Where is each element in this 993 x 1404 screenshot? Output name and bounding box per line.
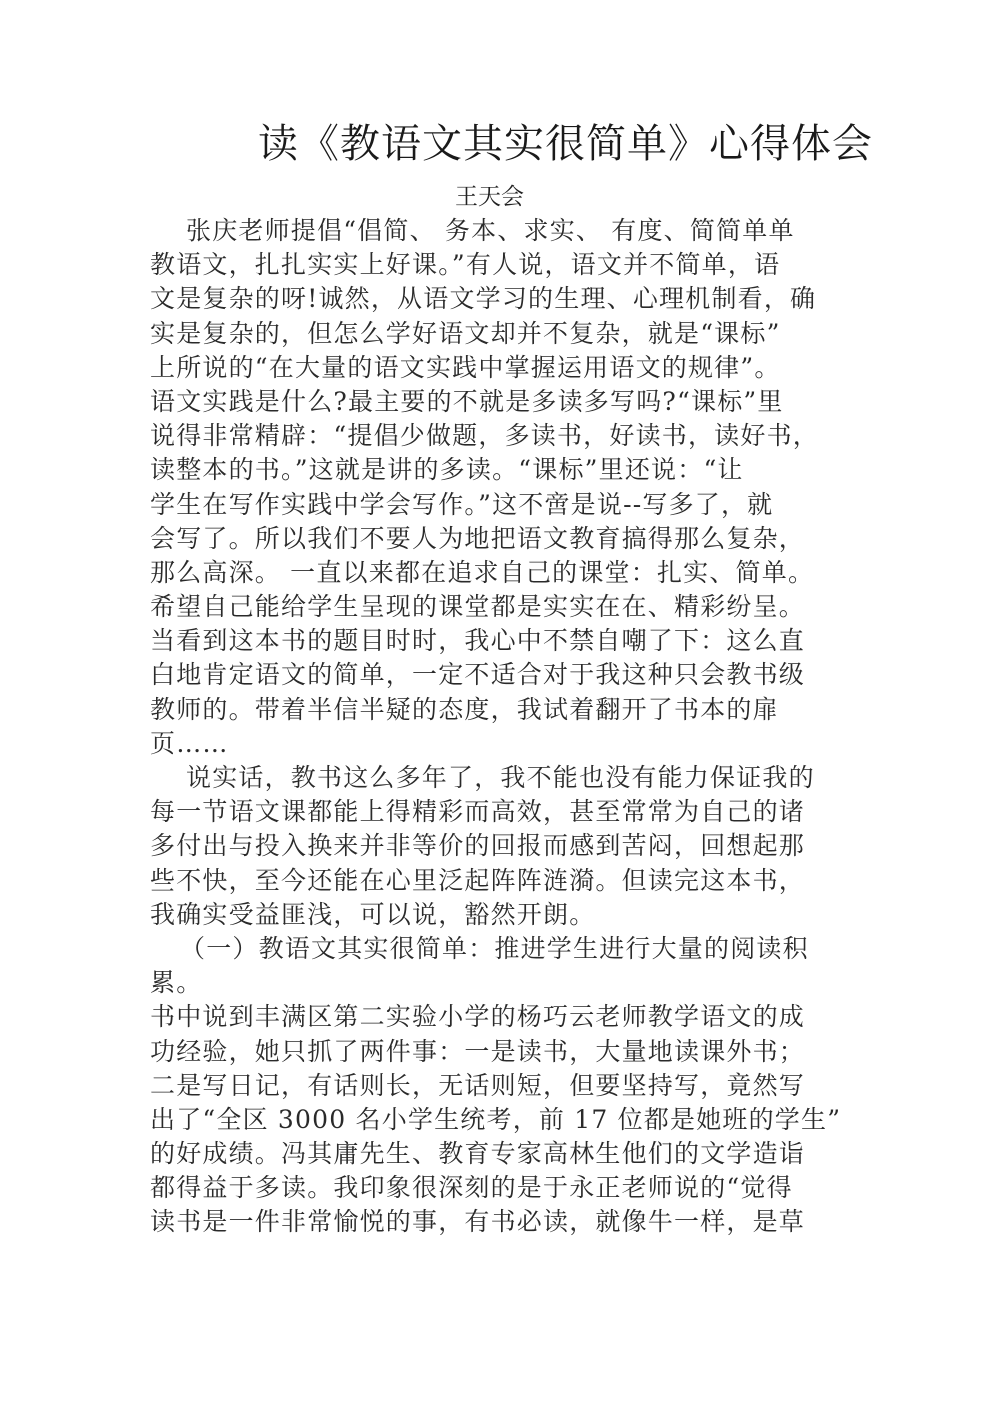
- paragraph-line: 白地肯定语文的简单，一定不适合对于我这种只会教书级: [150, 660, 806, 690]
- paragraph-line: 页……: [150, 728, 229, 758]
- author-name: 王天会: [455, 184, 524, 210]
- paragraph-line: 学生在写作实践中学会写作。”这不啻是说--写多了，就: [150, 489, 774, 519]
- paragraph-line: 张庆老师提倡“倡简、 务本、求实、 有度、简简单单: [186, 216, 795, 245]
- paragraph-line: 读书是一件非常愉悦的事，有书必读，就像牛一样，是草: [150, 1207, 806, 1237]
- paragraph-line: 文是复杂的呀!诚然，从语文学习的生理、心理机制看，确: [150, 284, 817, 314]
- paragraph-line: 实是复杂的，但怎么学好语文却并不复杂，就是“课标”: [150, 318, 781, 348]
- paragraph-line: 希望自己能给学生呈现的课堂都是实实在在、精彩纷呈。: [150, 592, 806, 622]
- paragraph-line: 些不快，至今还能在心里泛起阵阵涟漪。但读完这本书，: [150, 865, 806, 895]
- paragraph-line: 上所说的“在大量的语文实践中掌握运用语文的规律”。: [150, 352, 781, 382]
- paragraph-line: 功经验，她只抓了两件事：一是读书，大量地读课外书；: [150, 1036, 806, 1066]
- paragraph-line: 二是写日记，有话则长，无话则短，但要坚持写，竟然写: [150, 1070, 806, 1100]
- paragraph-line: 当看到这本书的题目时时，我心中不禁自嘲了下：这么直: [150, 626, 806, 656]
- paragraph-line: 的好成绩。冯其庸先生、教育专家高林生他们的文学造诣: [150, 1139, 806, 1169]
- section-heading-line: （一）教语文其实很简单：推进学生进行大量的阅读积: [180, 933, 809, 963]
- paragraph-line: 语文实践是什么?最主要的不就是多读多写吗?“课标”里: [150, 386, 784, 416]
- paragraph-line: 都得益于多读。我印象很深刻的是于永正老师说的“觉得: [150, 1173, 793, 1203]
- paragraph-line: 那么高深。 一直以来都在追求自己的课堂：扎实、简单。: [150, 557, 815, 587]
- paragraph-line: 读整本的书。”这就是讲的多读。“课标”里还说：“让: [150, 455, 744, 485]
- paragraph-line: 我确实受益匪浅，可以说，豁然开朗。: [150, 899, 596, 929]
- paragraph-line: 多付出与投入换来并非等价的回报而感到苦闷，回想起那: [150, 831, 806, 861]
- paragraph-line: 教师的。带着半信半疑的态度，我试着翻开了书本的扉: [150, 694, 779, 724]
- section-heading-line: 累。: [150, 968, 203, 998]
- paragraph-line: 每一节语文课都能上得精彩而高效，甚至常常为自己的诸: [150, 797, 806, 827]
- document-title: 读《教语文其实很简单》心得体会: [258, 121, 873, 167]
- paragraph-line: 说得非常精辟：“提倡少做题，多读书，好读书，读好书，: [150, 421, 819, 451]
- paragraph-line: 会写了。所以我们不要人为地把语文教育搞得那么复杂，: [150, 523, 806, 553]
- document-body: [150, 214, 850, 1240]
- paragraph-line: 书中说到丰满区第二实验小学的杨巧云老师教学语文的成: [150, 1002, 806, 1032]
- paragraph-line: 说实话，教书这么多年了，我不能也没有能力保证我的: [186, 763, 815, 792]
- paragraph-line: 教语文，扎扎实实上好课。”有人说，语文并不简单，语: [150, 250, 781, 280]
- paragraph-line: 出了“全区 3000 名小学生统考，前 17 位都是她班的学生”: [150, 1104, 842, 1134]
